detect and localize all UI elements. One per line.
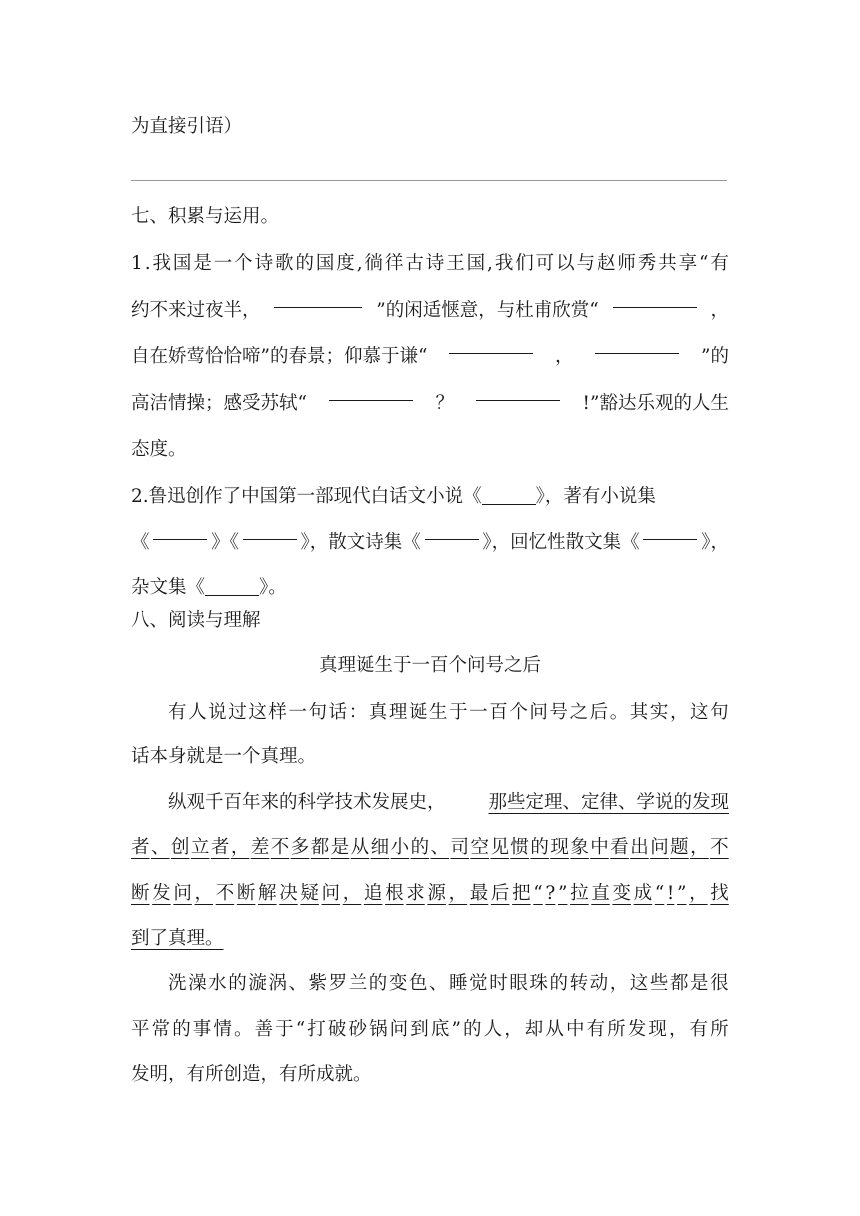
article-p3-line-1: 洗 澡 水 的 漩 涡 、 紫 罗 兰 的 变 色 、 睡 觉 时 眼 珠 的 转 动 ， 这 些 都 是 很 xyxy=(168,973,729,994)
q2-line-1: 2.鲁迅创作了中国第一部现代白话文小说《 》，著有小说集 xyxy=(131,486,656,507)
q1-line-3: 自在娇莺恰恰啼”的春景；仰慕于谦“ ， ”的 xyxy=(131,334,729,380)
q1-line-4: 高洁情操；感受苏轼“ ？ !”豁达乐观的人生 xyxy=(131,381,729,427)
fill-blank[interactable] xyxy=(274,288,362,308)
fill-blank[interactable] xyxy=(205,576,259,596)
fill-blank[interactable] xyxy=(643,520,697,540)
article-p1-line-1: 有 人 说 过 这 样 一 句 话 ： 真 理 诞 生 于 一 百 个 问 号 之 后 。 其 实 ， 这 句 xyxy=(168,702,729,723)
article-p1-line-2: 话本身就是一个真理。 xyxy=(131,746,317,767)
article-title: 真理诞生于一百个问号之后 xyxy=(318,655,541,676)
fill-blank[interactable] xyxy=(476,381,560,401)
fill-blank[interactable] xyxy=(449,334,533,354)
q1-line-1: 1 . 我 国 是 一 个 诗 歌 的 国 度 , 徜 徉 古 诗 王 国 , 我 们 可 以 与 赵 师 秀 共 享 “ 有 xyxy=(131,253,729,274)
fill-blank[interactable] xyxy=(595,334,679,354)
article-p3-line-2: 平 常 的 事 情 。 善 于 “ 打 破 砂 锅 问 到 底 ” 的 人 ， 却 从 中 有 所 发 现 ， 有 所 xyxy=(131,1019,729,1040)
article-p2-line-2: 者 、 创 立 者 ， 差 不 多 都 是 从 细 小 的 、 司 空 见 惯 的 现 象 中 看 出 问 题 ， 不 xyxy=(131,837,729,858)
text-line: 为直接引语） xyxy=(131,116,243,137)
underlined-text: 那些定理、定律、学说的发现 xyxy=(488,792,729,813)
section-8-title: 八、阅读与理解 xyxy=(131,610,261,631)
answer-line-divider xyxy=(131,180,727,181)
fill-blank[interactable] xyxy=(613,288,697,308)
q1-line-2: 约不来过夜半， ”的闲适惬意，与杜甫欣赏“ ， xyxy=(131,288,729,334)
fill-blank[interactable] xyxy=(243,520,297,540)
fill-blank[interactable] xyxy=(425,520,479,540)
q2-line-3: 杂文集《 》。 xyxy=(131,577,287,598)
fill-blank[interactable] xyxy=(329,381,413,401)
fill-blank[interactable] xyxy=(153,520,207,540)
section-7-title: 七、积累与运用。 xyxy=(131,206,280,227)
article-p2-line-1: 纵观千百年来的科学技术发展史， 那些定理、定律、学说的发现 xyxy=(131,780,729,826)
q2-line-2: 《 》《 》，散文诗集《 》，回忆性散文集《 》， xyxy=(131,520,729,566)
underlined-text: 到了真理。 xyxy=(131,928,224,949)
q1-line-5: 态度。 xyxy=(131,439,187,460)
article-p2-line-4 xyxy=(131,916,729,962)
fill-blank[interactable] xyxy=(482,485,536,505)
article-p3-line-3: 发明，有所创造，有所成就。 xyxy=(131,1064,372,1085)
article-p2-line-3: 断 发 问 ， 不 断 解 决 疑 问 ， 追 根 求 源 ， 最 后 把 “ ? ” 拉 直 变 成 “ ! ” ， 找 xyxy=(131,883,729,904)
